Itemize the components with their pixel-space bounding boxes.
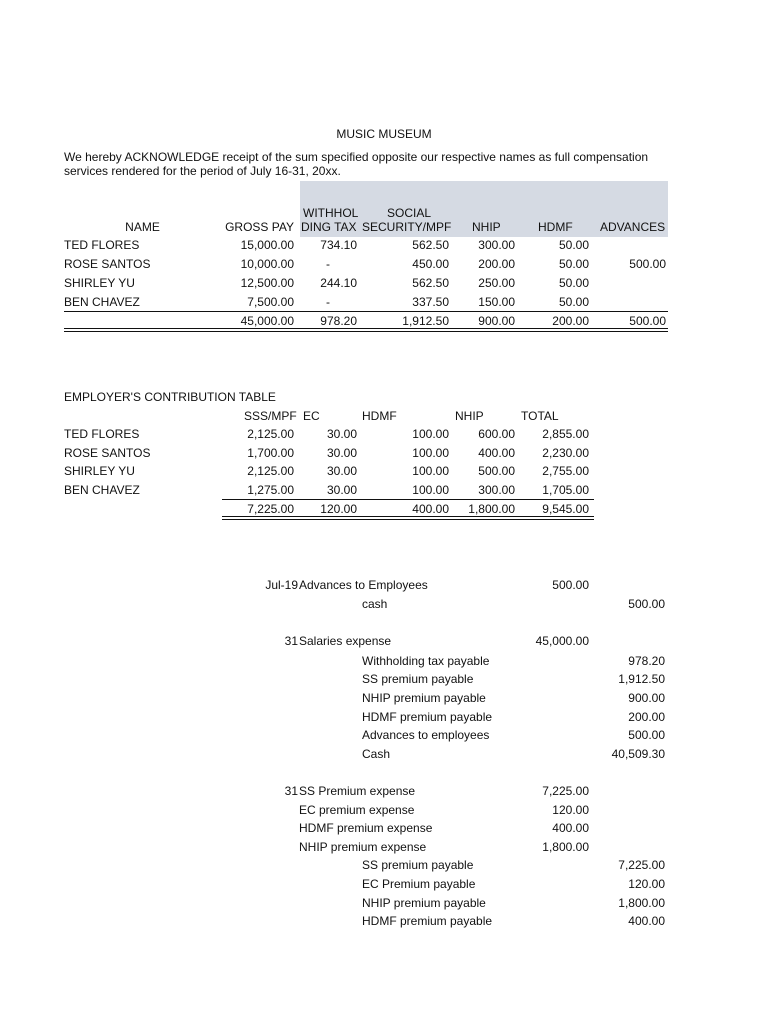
payroll-cell-hdmf: 50.00 — [558, 257, 589, 271]
payroll-total-adv: 500.00 — [629, 314, 666, 328]
employer-cell-name: TED FLORES — [64, 427, 140, 441]
employer-cell-sss: 1,700.00 — [247, 446, 294, 460]
employer-header-hdmf: HDMF — [362, 409, 397, 423]
journal-credit-account: Advances to employees — [362, 728, 490, 742]
journal-debit-account: SS Premium expense — [299, 784, 416, 798]
journal-credit-amount: 1,800.00 — [618, 896, 665, 910]
employer-header-ec: EC — [303, 409, 320, 423]
payroll-cell-hdmf: 50.00 — [558, 276, 589, 290]
employer-total-sss: 7,225.00 — [247, 502, 294, 516]
payroll-header-hdmf: HDMF — [538, 220, 573, 234]
payroll-cell-gross: 10,000.00 — [240, 257, 294, 271]
employer-table-title: EMPLOYER'S CONTRIBUTION TABLE — [64, 390, 276, 404]
payroll-cell-gross: 15,000.00 — [240, 238, 294, 252]
payroll-cell-nhip: 250.00 — [478, 276, 515, 290]
employer-total-rule — [222, 499, 594, 500]
payroll-total-ss: 1,912.50 — [402, 314, 449, 328]
employer-cell-name: SHIRLEY YU — [64, 464, 135, 478]
journal-date: 31 — [284, 634, 298, 648]
payroll-cell-ss: 337.50 — [412, 295, 449, 309]
employer-cell-nhip: 600.00 — [478, 427, 515, 441]
journal-debit-amount: 45,000.00 — [535, 634, 589, 648]
journal-credit-account: HDMF premium payable — [362, 914, 493, 928]
employer-cell-ec: 30.00 — [326, 427, 357, 441]
employer-cell-hdmf: 100.00 — [412, 446, 449, 460]
employer-cell-nhip: 400.00 — [478, 446, 515, 460]
employer-cell-nhip: 500.00 — [478, 464, 515, 478]
journal-credit-amount: 500.00 — [628, 728, 665, 742]
journal-credit-amount: 40,509.30 — [611, 747, 665, 761]
journal-debit-account: EC premium expense — [299, 803, 415, 817]
journal-debit-account: HDMF premium expense — [299, 821, 433, 835]
payroll-cell-adv: 500.00 — [629, 257, 666, 271]
employer-double-rule — [222, 516, 594, 520]
journal-credit-account: SS premium payable — [362, 672, 474, 686]
employer-cell-ec: 30.00 — [326, 446, 357, 460]
payroll-cell-wtax: 734.10 — [320, 238, 357, 252]
employer-cell-total: 1,705.00 — [542, 483, 589, 497]
journal-date: Jul-19 — [265, 578, 298, 592]
employer-cell-total: 2,855.00 — [542, 427, 589, 441]
payroll-cell-name: BEN CHAVEZ — [64, 295, 140, 309]
page-title: MUSIC MUSEUM — [336, 127, 432, 141]
journal-debit-amount: 120.00 — [552, 803, 589, 817]
employer-cell-sss: 2,125.00 — [247, 464, 294, 478]
payroll-header-gross: GROSS PAY — [225, 220, 294, 234]
employer-cell-name: BEN CHAVEZ — [64, 483, 140, 497]
intro-line-1: We hereby ACKNOWLEDGE receipt of the sum specified opposite our respective names as full compensation — [64, 150, 649, 164]
payroll-cell-nhip: 300.00 — [478, 238, 515, 252]
payroll-cell-gross: 12,500.00 — [240, 276, 294, 290]
employer-cell-ec: 30.00 — [326, 464, 357, 478]
payroll-double-rule — [64, 328, 668, 332]
journal-credit-amount: 400.00 — [628, 914, 665, 928]
payroll-cell-hdmf: 50.00 — [558, 238, 589, 252]
payroll-header-wtax-bottom: DING TAX — [301, 220, 357, 234]
employer-total-ec: 120.00 — [320, 502, 357, 516]
payroll-cell-name: ROSE SANTOS — [64, 257, 151, 271]
journal-credit-account: Withholding tax payable — [362, 654, 490, 668]
journal-credit-amount: 7,225.00 — [618, 858, 665, 872]
payroll-cell-nhip: 200.00 — [478, 257, 515, 271]
payroll-header-nhip: NHIP — [472, 220, 501, 234]
intro-line-2: services rendered for the period of July 16-31, 20xx. — [64, 164, 341, 178]
employer-header-total: TOTAL — [521, 409, 559, 423]
employer-total-total: 9,545.00 — [542, 502, 589, 516]
journal-debit-amount: 500.00 — [552, 578, 589, 592]
payroll-total-hdmf: 200.00 — [552, 314, 589, 328]
payroll-cell-wtax: - — [326, 295, 330, 309]
employer-cell-name: ROSE SANTOS — [64, 446, 151, 460]
journal-debit-amount: 1,800.00 — [542, 840, 589, 854]
payroll-cell-nhip: 150.00 — [478, 295, 515, 309]
payroll-cell-name: SHIRLEY YU — [64, 276, 135, 290]
journal-credit-amount: 200.00 — [628, 710, 665, 724]
journal-credit-amount: 900.00 — [628, 691, 665, 705]
payroll-header-social-top: SOCIAL — [387, 206, 432, 220]
payroll-total-wtax: 978.20 — [320, 314, 357, 328]
employer-cell-total: 2,755.00 — [542, 464, 589, 478]
employer-cell-sss: 1,275.00 — [247, 483, 294, 497]
employer-total-hdmf: 400.00 — [412, 502, 449, 516]
payroll-cell-wtax: 244.10 — [320, 276, 357, 290]
journal-credit-account: NHIP premium payable — [362, 896, 486, 910]
journal-credit-amount: 978.20 — [628, 654, 665, 668]
employer-cell-total: 2,230.00 — [542, 446, 589, 460]
payroll-total-nhip: 900.00 — [478, 314, 515, 328]
payroll-total-rule — [64, 311, 668, 312]
journal-debit-amount: 7,225.00 — [542, 784, 589, 798]
employer-cell-hdmf: 100.00 — [412, 483, 449, 497]
payroll-cell-wtax: - — [326, 257, 330, 271]
journal-credit-account: EC Premium payable — [362, 877, 476, 891]
journal-credit-account: NHIP premium payable — [362, 691, 486, 705]
employer-cell-ec: 30.00 — [326, 483, 357, 497]
journal-date: 31 — [284, 784, 298, 798]
payroll-total-gross: 45,000.00 — [240, 314, 294, 328]
payroll-header-social-bottom: SECURITY/MPF — [362, 220, 452, 234]
employer-cell-hdmf: 100.00 — [412, 464, 449, 478]
journal-debit-account: Advances to Employees — [299, 578, 428, 592]
employer-cell-sss: 2,125.00 — [247, 427, 294, 441]
payroll-cell-gross: 7,500.00 — [247, 295, 294, 309]
payroll-cell-ss: 562.50 — [412, 276, 449, 290]
journal-credit-account: cash — [362, 597, 388, 611]
payroll-cell-hdmf: 50.00 — [558, 295, 589, 309]
employer-cell-nhip: 300.00 — [478, 483, 515, 497]
journal-credit-amount: 500.00 — [628, 597, 665, 611]
journal-credit-amount: 120.00 — [628, 877, 665, 891]
payroll-header-advances: ADVANCES — [600, 220, 666, 234]
journal-credit-account: HDMF premium payable — [362, 710, 493, 724]
payroll-header-name: NAME — [125, 220, 160, 234]
journal-credit-account: Cash — [362, 747, 391, 761]
employer-total-nhip: 1,800.00 — [468, 502, 515, 516]
employer-cell-hdmf: 100.00 — [412, 427, 449, 441]
payroll-cell-ss: 562.50 — [412, 238, 449, 252]
payroll-header-wtax-top: WITHHOL — [303, 206, 359, 220]
journal-debit-account: NHIP premium expense — [299, 840, 427, 854]
journal-credit-amount: 1,912.50 — [618, 672, 665, 686]
journal-debit-amount: 400.00 — [552, 821, 589, 835]
payroll-cell-ss: 450.00 — [412, 257, 449, 271]
payroll-cell-name: TED FLORES — [64, 238, 140, 252]
journal-debit-account: Salaries expense — [299, 634, 392, 648]
employer-header-nhip: NHIP — [455, 409, 484, 423]
employer-header-sss: SSS/MPF — [244, 409, 297, 423]
journal-credit-account: SS premium payable — [362, 858, 474, 872]
